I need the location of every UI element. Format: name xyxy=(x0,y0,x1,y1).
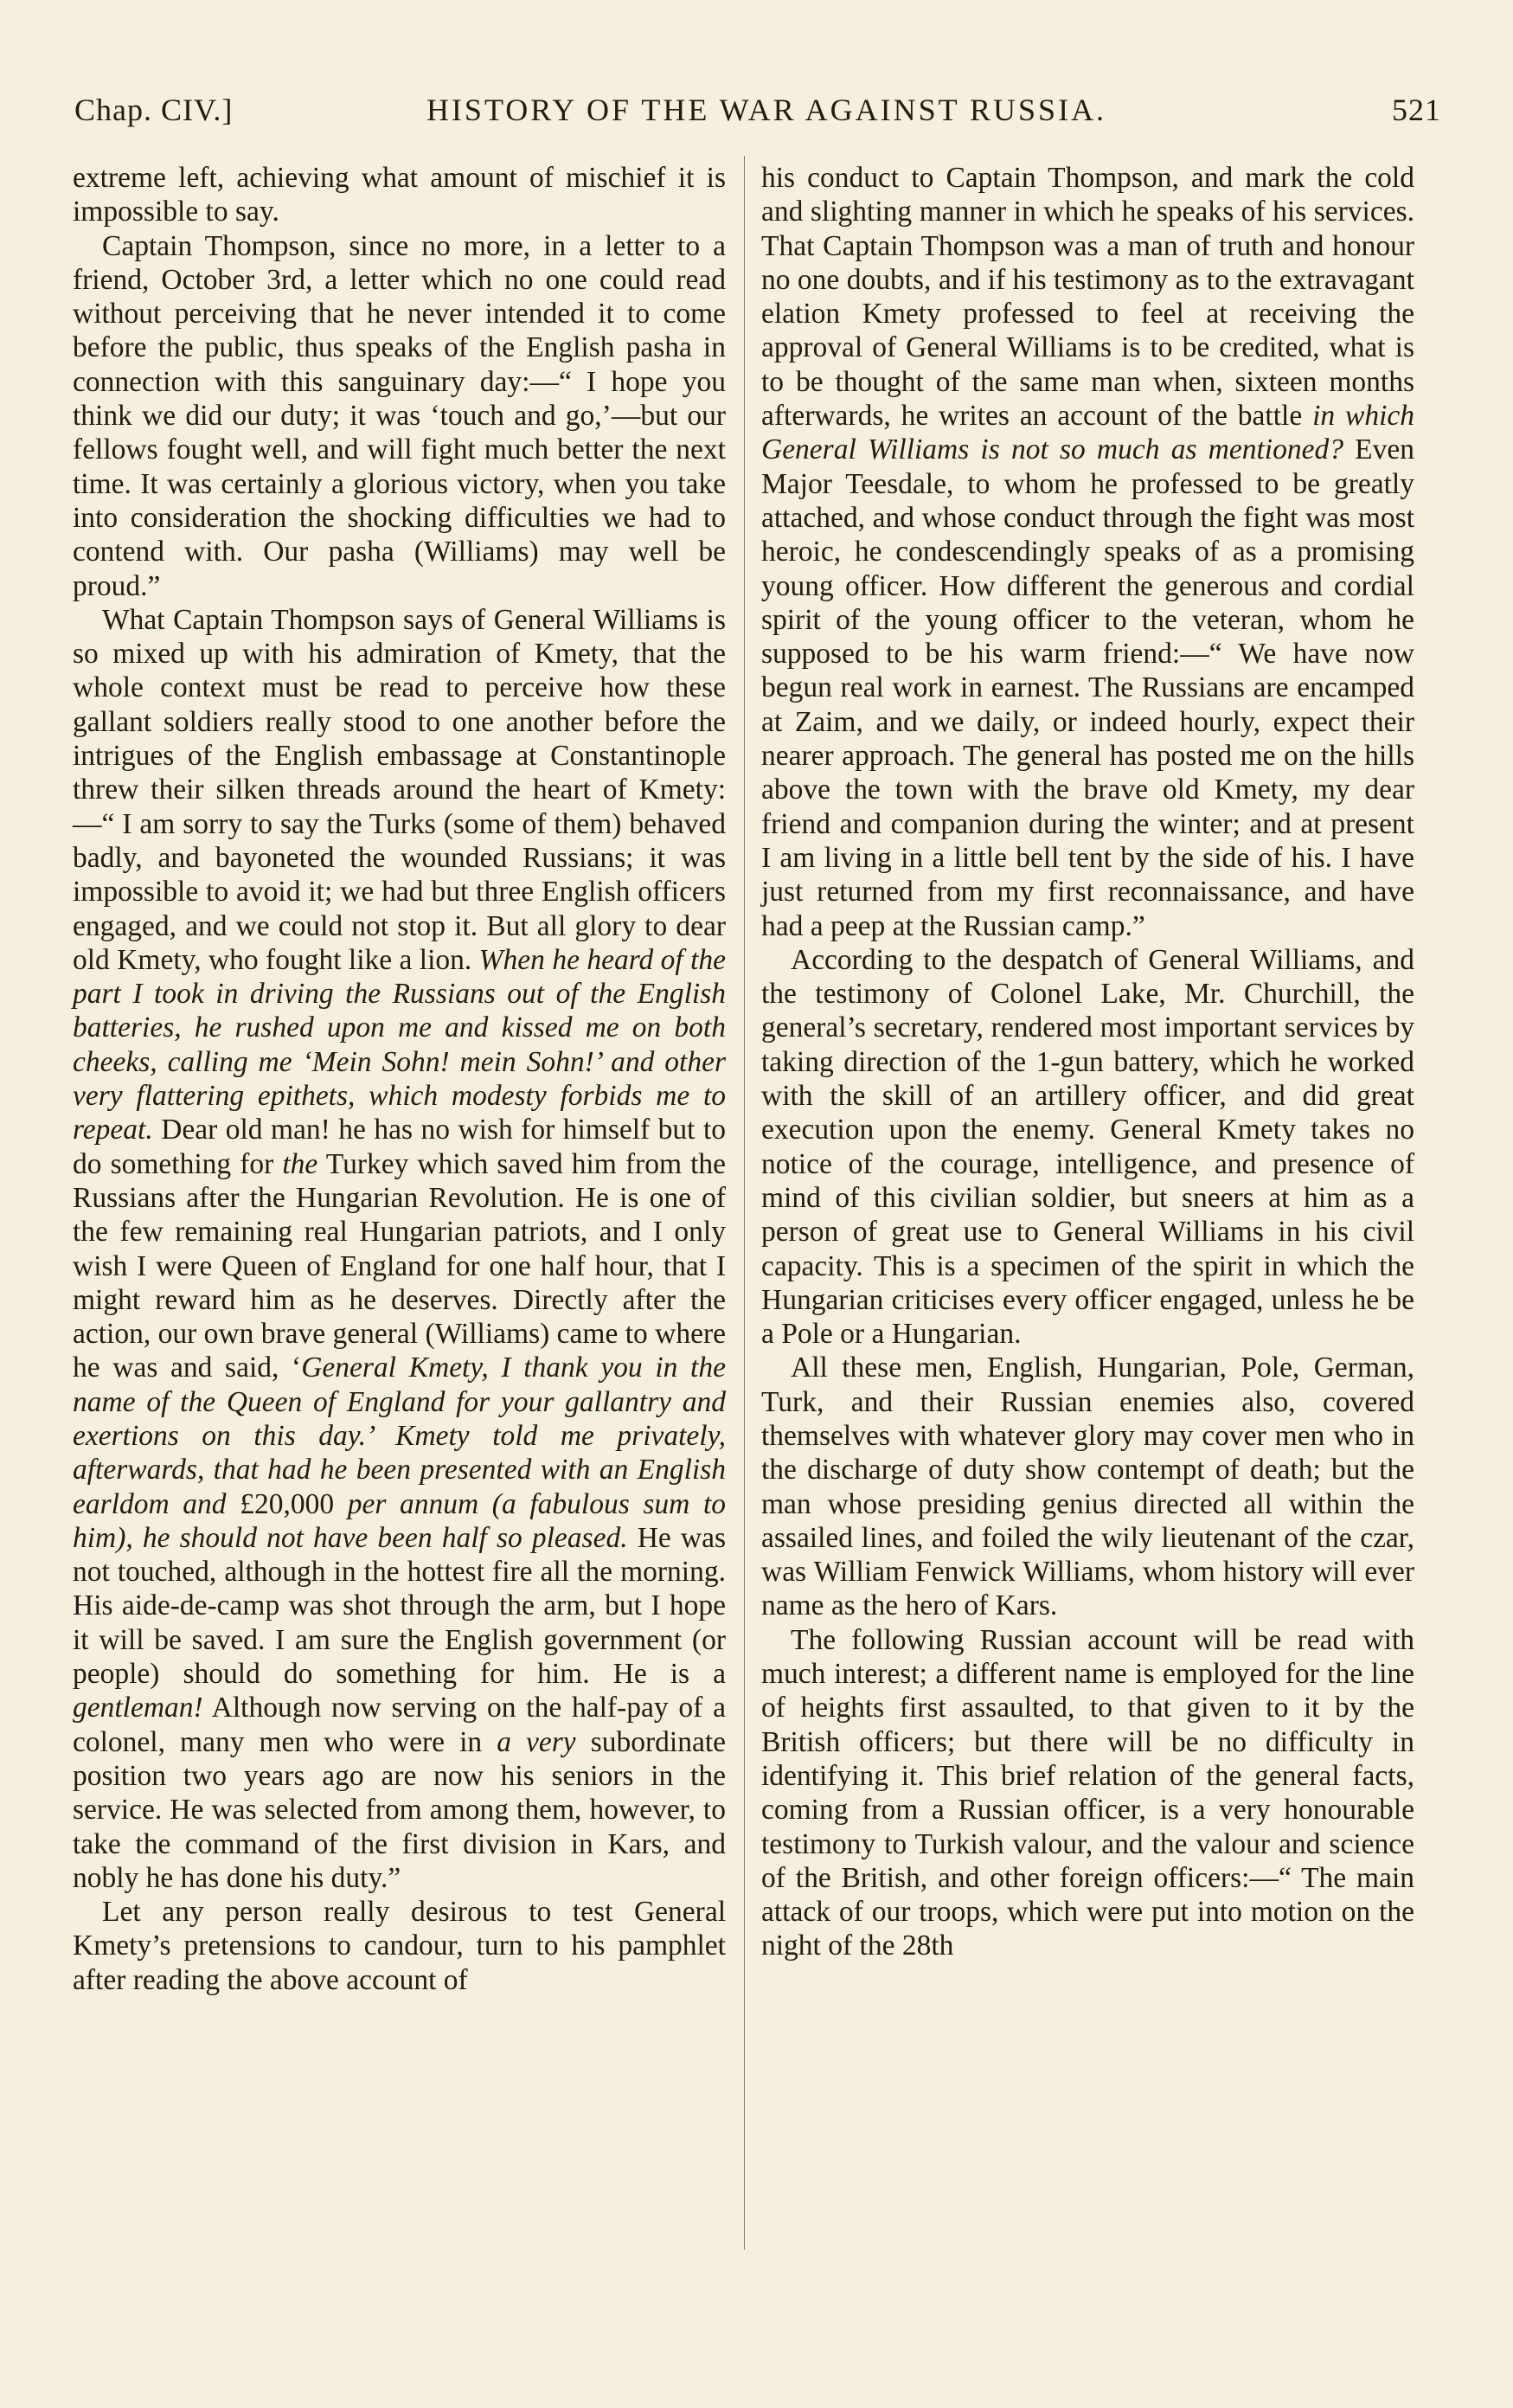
italic-run: in which General Williams is not so much as mentioned? xyxy=(761,400,1415,466)
text-run: He was not touched, although in the hottest fire all the morning. His aide-de-camp was shot through the arm, but I hope it will be saved. I am sure the English government (or people) should do something for him. He is a xyxy=(73,1521,726,1691)
text-run: What Captain Thompson says of General Williams is so mixed up with his admiration of Kmety, that the whole context must be read to perceive how these gallant soldiers really stood to one another before the intrigues of the English embassage at Constantinople threw their silken threads around the heart of Kmety: —“ I am sorry to say the Turks (some of them) behaved badly, and bayoneted the wounded Russians; it was impossible to avoid it; we had but three English officers engaged, and we could not stop it. But all glory to dear old Kmety, who fought like a lion. xyxy=(73,603,726,976)
text-run: £20,000 xyxy=(240,1487,335,1520)
text-run: Although now serving on the half-pay of a colonel, many men who were in xyxy=(73,1692,726,1758)
running-header xyxy=(74,83,1441,132)
right-column xyxy=(761,161,1414,1963)
italic-run: a very xyxy=(497,1725,576,1758)
paragraph: Let any person really desirous to test General Kmety’s pretensions to candour, turn to his pamphlet after reading the above account of xyxy=(73,1896,726,1996)
paragraph: According to the despatch of General Williams, and the testimony of Colonel Lake, Mr. Churchill, the general’s secretary, rendered most important services by taking direction of the 1-gun battery, which he worked with the skill of an artillery officer, and did great execution upon the enemy. General Kmety takes no notice of the courage, intelligence, and presence of mind of this civilian soldier, but sneers at him as a person of great use to General Williams in his civil capacity. This is a specimen of the spirit in which the Hungarian criticises every officer engaged, unless he be a Pole or a Hungarian. xyxy=(761,943,1414,1351)
paragraph: Captain Thompson, since no more, in a letter to a friend, October 3rd, a letter which no one could read without perceiving that he never intended it to come before the public, thus speaks of the English pasha in connection with this sanguinary day:—“ I hope you think we did our duty; it was ‘touch and go,’—but our fellows fought well, and will fight much better the next time. It was certainly a glorious victory, when you take into consideration the shocking difficulties we had to contend with. Our pasha (Williams) may well be proud.” xyxy=(73,229,726,602)
text-run: Turkey which saved him from the Russians after the Hungarian Revolution. He is one of the few remaining real Hungarian patriots, and I only wish I were Queen of England for one half hour, that I might reward him as he deserves. Directly after the action, our own brave general (Williams) came to where he was and said, ‘ xyxy=(73,1147,727,1384)
paragraph: The following Russian account will be read with much interest; a different name is employed for the line of heights first assaulted, to that given to it by the British officers; but there will be no difficulty in identifying it. This brief relation of the general facts, coming from a Russian officer, is a very honourable testimony to Turkish valour, and the valour and science of the British, and other foreign officers:—“ The main attack of our troops, which were put into motion on the night of the 28th xyxy=(761,1623,1414,1962)
left-column xyxy=(73,161,726,1997)
italic-run: the xyxy=(282,1147,318,1180)
paragraph xyxy=(761,161,1414,943)
italic-run: gentleman! xyxy=(73,1692,203,1724)
running-title: HISTORY OF THE WAR AGAINST RUSSIA. xyxy=(426,93,1107,127)
page-number: 521 xyxy=(1392,93,1441,127)
paragraph: All these men, English, Hungarian, Pole, German, Turk, and their Russian enemies also, covered themselves with whatever glory may cover men who in the discharge of duty show contempt of death; but the man whose presiding genius directed all within the assailed lines, and foiled the wily lieutenant of the czar, was William Fenwick Williams, whom history will ever name as the hero of Kars. xyxy=(761,1352,1414,1622)
column-divider xyxy=(744,156,745,2250)
text-run: his conduct to Captain Thompson, and mark the cold and slighting manner in which he speaks of his services. That Captain Thompson was a man of truth and honour no one doubts, and if his testimony as to the extravagant elation Kmety professed to feel at receiving the approval of General Williams is to be credited, what is to be thought of the same man when, sixteen months afterwards, he writes an account of the battle xyxy=(761,162,1414,433)
italic-run: General Kmety, I thank you in the name of the Queen of England for your gallantry and exertions on this day.’ Kmety told me privately, afterwards, that had he been presented with an English earldom and xyxy=(73,1352,726,1520)
text-run: subordinate position two years ago are now his seniors in the service. He was selected from among them, however, to take the command of the first division in Kars, and nobly he has done his duty.” xyxy=(73,1725,726,1894)
italic-run: When he heard of the part I took in driving the Russians out of the English batteries, he rushed upon me and kissed me on both cheeks, calling me ‘Mein Sohn! mein Sohn!’ and other very flattering epithets, which modesty forbids me to repeat. xyxy=(73,943,726,1146)
paragraph xyxy=(73,603,726,1895)
chapter-label: Chap. CIV.] xyxy=(74,93,234,127)
text-run: Dear old man! he has no wish for himself but to do something for xyxy=(73,1114,727,1180)
text-run: Even Major Teesdale, to whom he professed to be greatly attached, and whose conduct through the fight was most heroic, he condescendingly speaks of as a promising young officer. How different the generous and cordial spirit of the young officer to the veteran, whom he supposed to be his warm friend:—“ We have now begun real work in earnest. The Russians are encamped at Zaim, and we daily, or indeed hourly, expect their nearer approach. The general has posted me on the hills above the town with the brave old Kmety, my dear friend and companion during the winter; and at present I am living in a little bell tent by the side of his. I have just returned from my first reconnaissance, and have had a peep at the Russian camp.” xyxy=(761,433,1415,942)
paragraph: extreme left, achieving what amount of mischief it is impossible to say. xyxy=(73,162,726,228)
italic-run: per annum (a fabulous sum to him), he should not have been half so pleased. xyxy=(73,1487,727,1554)
